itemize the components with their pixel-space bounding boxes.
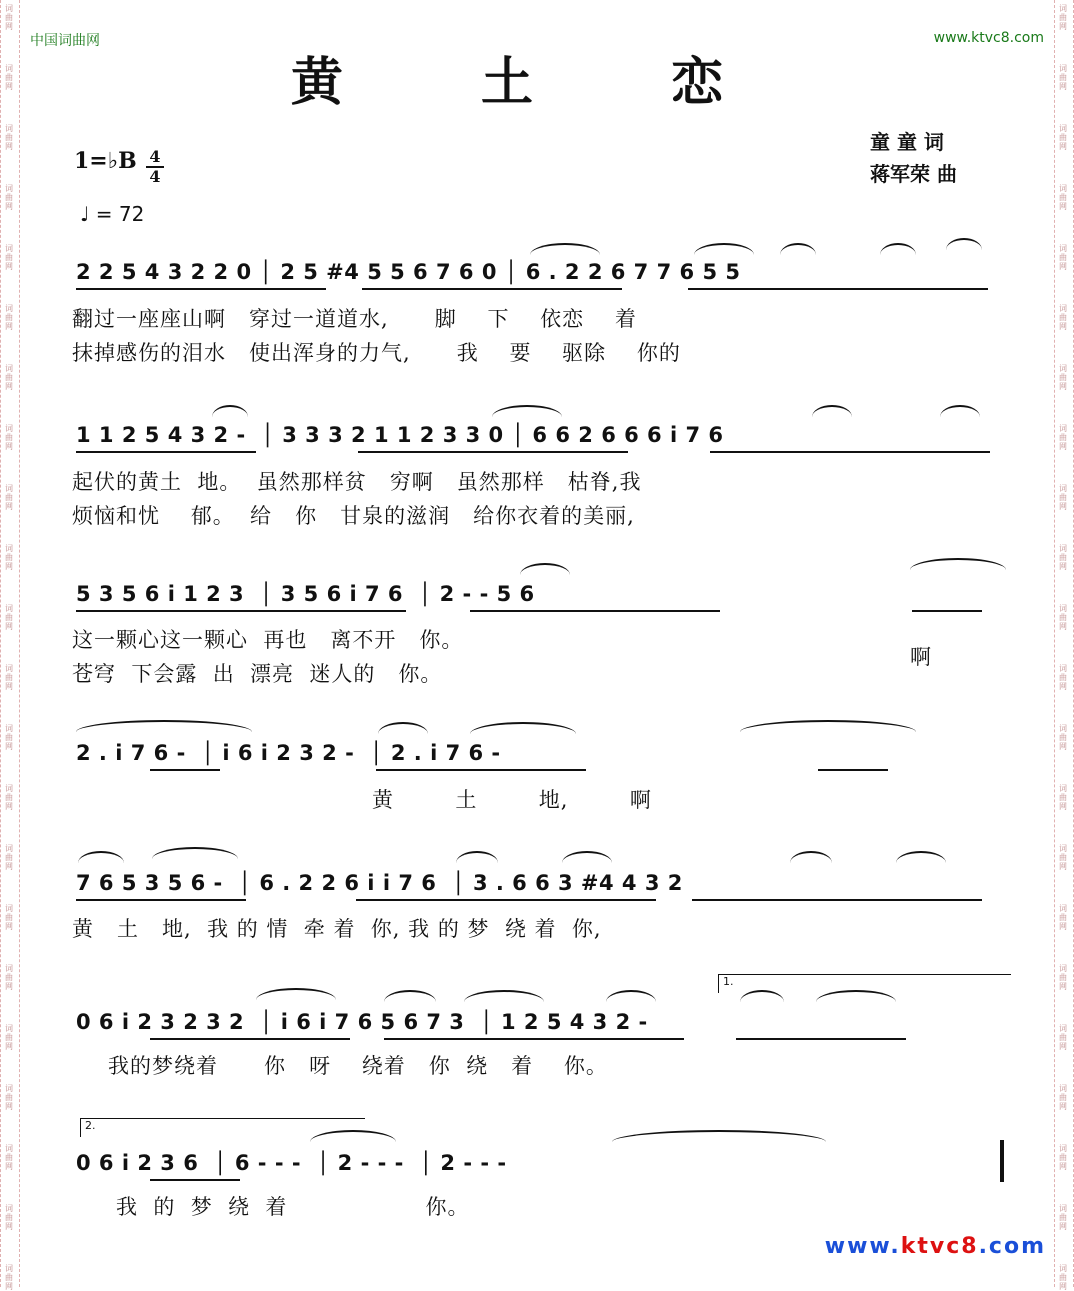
time-signature-top: 4 bbox=[149, 147, 161, 166]
side-strip-text: 词曲网 bbox=[1059, 1144, 1067, 1171]
underline bbox=[736, 1038, 906, 1040]
side-strip-text: 词曲网 bbox=[5, 64, 13, 91]
slur bbox=[378, 722, 428, 734]
tempo-mark: ♩ = 72 bbox=[80, 202, 145, 226]
side-strip-text: 词曲网 bbox=[1059, 784, 1067, 811]
lyric-row-1-verse-2: 抹掉感伤的泪水 使出浑身的力气, 我 要 驱除 你的 bbox=[72, 341, 681, 365]
side-strip-text: 词曲网 bbox=[5, 604, 13, 631]
slur bbox=[812, 405, 852, 417]
slur bbox=[880, 243, 916, 255]
side-strip-text: 词曲网 bbox=[5, 544, 13, 571]
notation-row-6: 0 6 i 2 3 2 3 2 │ i 6 i 7 6 5 6 7 3 │ 1 2 5 4 3 2 - bbox=[76, 1010, 648, 1034]
side-strip-text: 词曲网 bbox=[5, 4, 13, 31]
side-strip-text: 词曲网 bbox=[1059, 184, 1067, 211]
side-strip-text: 词曲网 bbox=[1059, 364, 1067, 391]
side-strip-text: 词曲网 bbox=[5, 904, 13, 931]
slur bbox=[910, 558, 1006, 570]
side-strip-text: 词曲网 bbox=[1059, 124, 1067, 151]
time-signature-bottom: 4 bbox=[146, 166, 164, 186]
underline bbox=[76, 288, 326, 290]
side-strip-text: 词曲网 bbox=[5, 724, 13, 751]
side-strip-text: 词曲网 bbox=[1059, 544, 1067, 571]
second-ending-bracket: 2. bbox=[80, 1118, 365, 1137]
side-strip-text: 词曲网 bbox=[5, 364, 13, 391]
underline bbox=[76, 451, 256, 453]
side-strip-text: 词曲网 bbox=[5, 1204, 13, 1231]
slur bbox=[896, 851, 946, 863]
watermark-part-1: www. bbox=[824, 1234, 901, 1259]
lyric-row-5: 黄 土 地, 我 的 情 牵 着 你, 我 的 梦 绕 着 你, bbox=[72, 917, 602, 941]
lyric-row-2-verse-2: 烦恼和忧 郁。 给 你 甘泉的滋润 给你衣着的美丽, bbox=[72, 504, 635, 528]
slur bbox=[694, 243, 754, 255]
side-strip-text: 词曲网 bbox=[1059, 604, 1067, 631]
side-strip-text: 词曲网 bbox=[1059, 664, 1067, 691]
slur bbox=[940, 405, 980, 417]
slur bbox=[780, 243, 816, 255]
side-strip-text: 词曲网 bbox=[5, 1024, 13, 1051]
side-strip-text: 词曲网 bbox=[5, 784, 13, 811]
notation-row-1: 2 2 5 4 3 2 2 0 │ 2 5 #4 5 5 6 7 6 0 │ 6 . 2 2 6 7 7 6 5 5 bbox=[76, 260, 741, 284]
site-url-right[interactable]: www.ktvc8.com bbox=[933, 30, 1044, 46]
side-strip-text: 词曲网 bbox=[5, 1264, 13, 1291]
side-strip-text: 词曲网 bbox=[1059, 64, 1067, 91]
slur bbox=[256, 988, 336, 1000]
side-strip-text: 词曲网 bbox=[5, 484, 13, 511]
slur bbox=[212, 405, 248, 417]
time-signature bbox=[146, 148, 164, 186]
side-strip-text: 词曲网 bbox=[1059, 964, 1067, 991]
song-title: 黄 土 恋 bbox=[290, 52, 784, 113]
slur bbox=[946, 238, 982, 250]
slur bbox=[456, 851, 498, 863]
side-strip-text: 词曲网 bbox=[1059, 844, 1067, 871]
notation-row-3: 5 3 5 6 i 1 2 3 │ 3 5 6 i 7 6 │ 2 - - 5 6 bbox=[76, 582, 535, 606]
side-strip-text: 词曲网 bbox=[5, 964, 13, 991]
watermark-part-3: .com bbox=[978, 1234, 1046, 1259]
side-strip-text: 词曲网 bbox=[5, 1084, 13, 1111]
underline bbox=[150, 1038, 350, 1040]
side-strip-text: 词曲网 bbox=[1059, 1264, 1067, 1291]
lyric-row-7: 我 的 梦 绕 着 你。 bbox=[116, 1195, 470, 1219]
side-strip-text: 词曲网 bbox=[1059, 244, 1067, 271]
right-side-strip bbox=[1054, 0, 1074, 1291]
site-name-left[interactable]: 中国词曲网 bbox=[30, 33, 100, 49]
underline bbox=[362, 288, 622, 290]
side-strip-text: 词曲网 bbox=[5, 1144, 13, 1171]
side-strip-text: 词曲网 bbox=[5, 124, 13, 151]
slur bbox=[470, 722, 576, 734]
slur bbox=[492, 405, 562, 417]
final-barline bbox=[1000, 1140, 1004, 1182]
side-strip-text: 词曲网 bbox=[1059, 1084, 1067, 1111]
slur bbox=[78, 851, 124, 863]
slur bbox=[384, 990, 436, 1002]
underline bbox=[150, 769, 220, 771]
underline bbox=[150, 1179, 240, 1181]
slur bbox=[76, 720, 252, 732]
side-strip-text: 词曲网 bbox=[5, 304, 13, 331]
side-strip-text: 词曲网 bbox=[5, 184, 13, 211]
watermark-logo bbox=[825, 1234, 1046, 1259]
side-strip-text: 词曲网 bbox=[1059, 4, 1067, 31]
lyric-aside-ah: 啊 bbox=[910, 645, 932, 669]
lyricist-credit: 童 童 词 bbox=[870, 130, 944, 154]
underline bbox=[710, 451, 990, 453]
key-signature: 1=♭B bbox=[74, 148, 137, 174]
side-strip-text: 词曲网 bbox=[1059, 424, 1067, 451]
slur bbox=[606, 990, 656, 1002]
slur bbox=[562, 851, 612, 863]
notation-row-4: 2 . i 7 6 - │ i 6 i 2 3 2 - │ 2 . i 7 6 - bbox=[76, 741, 501, 765]
watermark-part-2: ktvc8 bbox=[900, 1234, 979, 1259]
underline bbox=[818, 769, 888, 771]
lyric-row-1-verse-1: 翻过一座座山啊 穿过一道道水, 脚 下 依恋 着 bbox=[72, 307, 637, 331]
slur bbox=[740, 720, 916, 732]
side-strip-text: 词曲网 bbox=[5, 424, 13, 451]
side-strip-text: 词曲网 bbox=[1059, 724, 1067, 751]
notation-row-7: 0 6 i 2 3 6 │ 6 - - - │ 2 - - - │ 2 - - - bbox=[76, 1151, 507, 1175]
slur bbox=[612, 1130, 826, 1142]
slur bbox=[530, 243, 600, 255]
lyric-row-3-verse-1: 这一颗心这一颗心 再也 离不开 你。 bbox=[72, 628, 464, 652]
side-strip-text: 词曲网 bbox=[1059, 904, 1067, 931]
notation-row-2: 1 1 2 5 4 3 2 - │ 3 3 3 2 1 1 2 3 3 0 │ 6 6 2 6 6 6 i 7 6 bbox=[76, 423, 724, 447]
lyric-row-6: 我的梦绕着 你 呀 绕着 你 绕 着 你。 bbox=[108, 1054, 608, 1078]
underline bbox=[76, 610, 406, 612]
underline bbox=[376, 769, 586, 771]
underline bbox=[688, 288, 988, 290]
first-ending-bracket: 1. bbox=[718, 974, 1011, 993]
side-strip-text: 词曲网 bbox=[5, 664, 13, 691]
underline bbox=[358, 451, 628, 453]
underline bbox=[912, 610, 982, 612]
lyric-row-2-verse-1: 起伏的黄土 地。 虽然那样贫 穷啊 虽然那样 枯脊,我 bbox=[72, 470, 642, 494]
lyric-row-3-verse-2: 苍穹 下会露 出 漂亮 迷人的 你。 bbox=[72, 662, 443, 686]
notation-row-5: 7 6 5 3 5 6 - │ 6 . 2 2 6 i i 7 6 │ 3 . 6 6 3 #4 4 3 2 bbox=[76, 871, 683, 895]
slur bbox=[152, 847, 238, 859]
left-side-strip bbox=[0, 0, 20, 1291]
underline bbox=[76, 899, 246, 901]
side-strip-text: 词曲网 bbox=[5, 844, 13, 871]
slur bbox=[790, 851, 832, 863]
underline bbox=[470, 610, 720, 612]
lyric-row-4: 黄 土 地, 啊 bbox=[372, 788, 652, 812]
side-strip-text: 词曲网 bbox=[5, 244, 13, 271]
side-strip-text: 词曲网 bbox=[1059, 1024, 1067, 1051]
slur bbox=[464, 990, 544, 1002]
underline bbox=[384, 1038, 684, 1040]
side-strip-text: 词曲网 bbox=[1059, 484, 1067, 511]
underline bbox=[356, 899, 656, 901]
side-strip-text: 词曲网 bbox=[1059, 304, 1067, 331]
underline bbox=[692, 899, 982, 901]
side-strip-text: 词曲网 bbox=[1059, 1204, 1067, 1231]
composer-credit: 蒋军荣 曲 bbox=[870, 162, 957, 186]
slur bbox=[520, 563, 570, 575]
